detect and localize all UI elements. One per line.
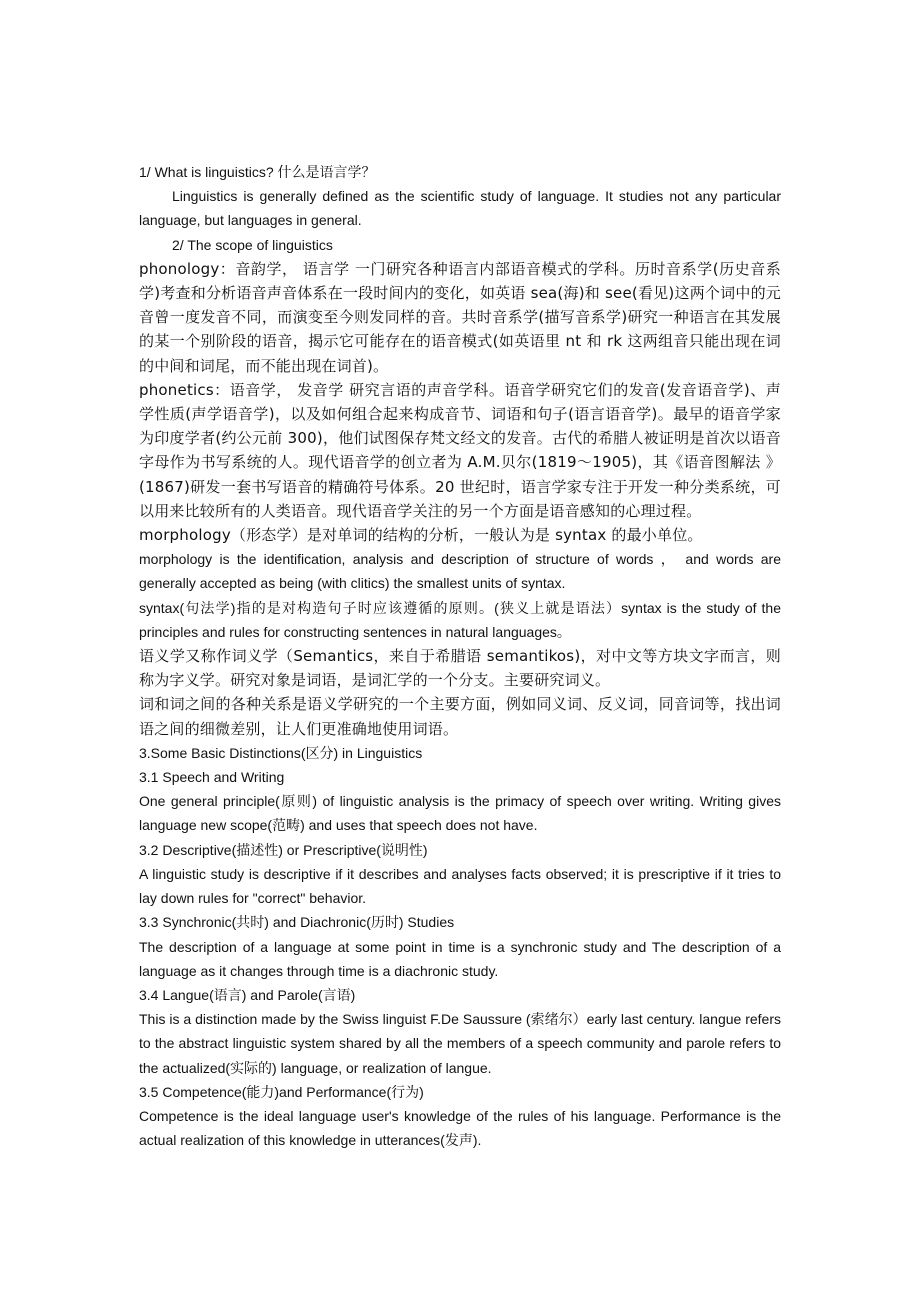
competence-paragraph: Competence is the ideal language user's knowledge of the rules of his language. Performance is the actual realization of this knowledge in utterances(发声). — [139, 1107, 781, 1149]
phonology-paragraph: phonology：音韵学， 语言学 一门研究各种语言内部语音模式的学科。历时音系学(历史音系学)考查和分析语音声音体系在一段时间内的变化，如英语 sea(海)和 see(看见)这两个词中的元音曾一度发音不同，而演变至今则发同样的音。共时音系学(描写音系学)研究一种语言在其发展的某一个别阶段的语音，揭示它可能存在的语音模式(如英语里 nt 和 rk 这两组音只能出现在词的中间和词尾，而不能出现在词首)。 — [139, 259, 781, 375]
question-heading: 1/ What is linguistics? 什么是语言学？ — [139, 164, 376, 180]
phonetics-paragraph: phonetics：语音学， 发音学 研究言语的声音学科。语音学研究它们的发音(发音语音学)、声学性质(声学语音学)，以及如何组合起来构成音节、词语和句子(语言语音学)。最早的语音学家为印度学者(约公元前 300)，他们试图保存梵文经文的发音。古代的希腊人被证明是首次以语音字母作为书写系统的人。现代语音学的创立者为 A.M.贝尔(1819～1905)，其《语音图解法 》(1867)研发一套书写语音的精确符号体系。20 世纪时，语言学家专注于开发一种分类系统，可以用来比较所有的人类语音。现代语音学关注的另一个方面是语音感知的心理过程。 — [139, 380, 781, 520]
descriptive-paragraph: A linguistic study is descriptive if it describes and analyses facts observed; it is prescriptive if it tries to lay down rules for "correct" behavior. — [139, 865, 781, 907]
section-heading-3-1: 3.1 Speech and Writing — [139, 769, 285, 786]
syntax-paragraph: syntax(句法学)指的是对构造句子时应该遵循的原则。(狭义上就是语法）syntax is the study of the principles and rules for constructing sentences in natural languages。 — [139, 599, 781, 640]
section-heading-3-4: 3.4 Langue(语言) and Parole(言语) — [139, 986, 356, 1003]
semantics-paragraph: 语义学又称作词义学（Semantics，来自于希腊语 semantikos)，对中文等方块文字而言，则称为字义学。研究对象是词语，是词汇学的一个分支。主要研究词义。 — [139, 647, 781, 690]
morphology-cn-paragraph: morphology（形态学）是对单词的结构的分析，一般认为是 syntax 的最小单位。 — [139, 526, 703, 545]
langue-parole-paragraph: This is a distinction made by the Swiss linguist F.De Saussure (索绪尔）early last century. langue refers to the abstract linguistic system shared by all the members of a speech community and parole refers to the actualized(实际的) language, or realization of langue. — [139, 1011, 781, 1076]
morphology-en-paragraph: morphology is the identification, analysis and description of structure of words ， and words are generally accepted as being (with clitics) the smallest units of syntax. — [139, 551, 781, 592]
document-body — [139, 160, 781, 1152]
section-heading-3-3: 3.3 Synchronic(共时) and Diachronic(历时) Studies — [139, 914, 455, 931]
synchronic-paragraph: The description of a language at some point in time is a synchronic study and The description of a language as it changes through time is a diachronic study. — [139, 938, 781, 979]
word-relations-paragraph: 词和词之间的各种关系是语义学研究的一个主要方面，例如同义词、反义词，同音词等，找出词语之间的细微差别，让人们更准确地使用词语。 — [139, 695, 781, 738]
definition-paragraph: Linguistics is generally defined as the scientific study of language. It studies not any particular language, but languages in general. — [139, 188, 781, 229]
scope-heading: 2/ The scope of linguistics — [172, 236, 333, 253]
section-heading-3-5: 3.5 Competence(能力)and Performance(行为) — [139, 1083, 424, 1100]
section-heading-3-2: 3.2 Descriptive(描述性) or Prescriptive(说明性) — [139, 841, 428, 858]
speech-writing-paragraph: One general principle(原则) of linguistic analysis is the primacy of speech over writing. Writing gives language new scope(范畴) and uses that speech does not have. — [139, 793, 781, 834]
distinctions-heading: 3.Some Basic Distinctions(区分) in Linguistics — [139, 744, 423, 761]
